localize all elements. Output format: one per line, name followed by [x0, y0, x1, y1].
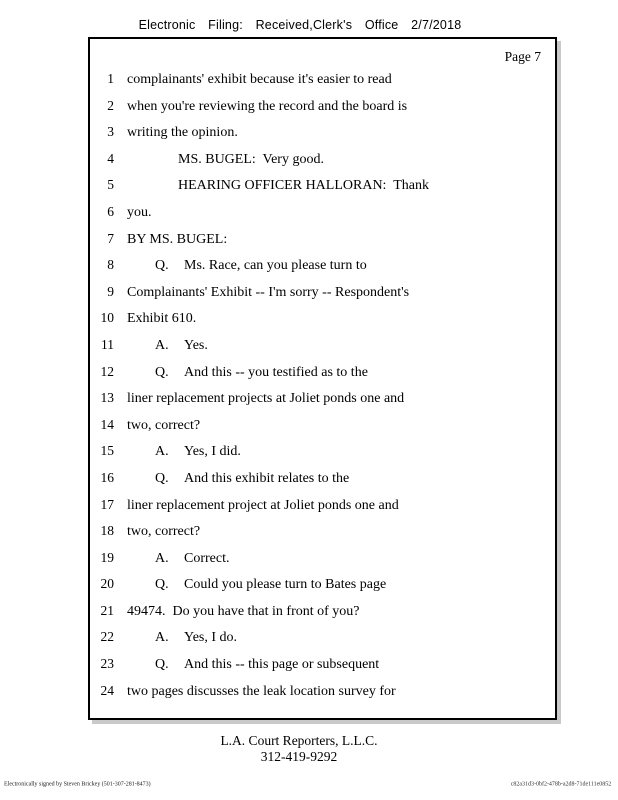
- qa-prefix: Q.: [155, 470, 169, 486]
- qa-prefix: Q.: [155, 258, 169, 274]
- line-number: 3: [107, 124, 114, 140]
- line-number: 2: [107, 97, 114, 113]
- transcript-line: [90, 571, 555, 598]
- line-number: 14: [100, 416, 114, 432]
- line-text: BY MS. BUGEL:: [127, 231, 228, 247]
- qa-prefix: Q.: [155, 364, 169, 380]
- reporter-phone-number: 312-419-9292: [260, 748, 338, 764]
- line-number: 23: [100, 656, 114, 672]
- transcript-line: [90, 146, 555, 173]
- line-text: Exhibit 610.: [127, 311, 197, 327]
- qa-prefix: A.: [155, 550, 169, 566]
- line-number: 18: [100, 523, 114, 539]
- transcript-line: [90, 119, 555, 146]
- line-number: 17: [100, 496, 114, 512]
- line-text: A. Correct.: [127, 551, 229, 566]
- line-number: 9: [107, 283, 114, 299]
- transcript-page-box: [88, 37, 557, 720]
- line-text: Q. Ms. Race, can you please turn to: [127, 258, 367, 273]
- electronic-signature-note: Electronically signed by Steven Brickey (501-307-281-8473): [4, 781, 151, 788]
- transcript-line: [90, 385, 555, 412]
- transcript-line: [90, 226, 555, 253]
- line-number: 4: [107, 150, 114, 166]
- transcript-line: [90, 305, 555, 332]
- transcript-lines: [90, 66, 555, 704]
- line-number: 12: [100, 363, 114, 379]
- qa-prefix: A.: [155, 337, 169, 353]
- line-text: 49474. Do you have that in front of you?: [127, 603, 360, 619]
- qa-prefix: A.: [155, 630, 169, 646]
- transcript-line: [90, 438, 555, 465]
- line-text: Q. And this exhibit relates to the: [127, 471, 349, 486]
- transcript-line: [90, 279, 555, 306]
- transcript-line: [90, 332, 555, 359]
- line-number: 15: [100, 443, 114, 459]
- line-text: A. Yes, I did.: [127, 444, 241, 459]
- qa-prefix: A.: [155, 444, 169, 460]
- line-text: liner replacement projects at Joliet ponds one and: [127, 391, 405, 407]
- transcript-line: [90, 172, 555, 199]
- transcript-line: [90, 359, 555, 386]
- line-text: two, correct?: [127, 524, 201, 540]
- reporter-company-name: L.A. Court Reporters, L.L.C.: [220, 733, 378, 748]
- line-text: you.: [127, 204, 152, 220]
- line-number: 7: [107, 230, 114, 246]
- line-number: 6: [107, 203, 114, 219]
- line-text: A. Yes.: [127, 338, 208, 353]
- transcript-line: [90, 678, 555, 705]
- transcript-line: [90, 598, 555, 625]
- line-text: Q. Could you please turn to Bates page: [127, 577, 386, 592]
- transcript-line: [90, 252, 555, 279]
- line-number: 22: [100, 629, 114, 645]
- qa-prefix: Q.: [155, 577, 169, 593]
- line-number: 21: [100, 602, 114, 618]
- electronic-filing-stamp: Electronic Filing: Received,Clerk's Office 2/7/2018: [138, 18, 462, 32]
- line-text: A. Yes, I do.: [127, 630, 237, 645]
- line-number: 5: [107, 177, 114, 193]
- line-text: writing the opinion.: [127, 125, 238, 141]
- line-text: two, correct?: [127, 417, 201, 433]
- line-text: MS. BUGEL: Very good.: [178, 151, 324, 167]
- line-text: liner replacement project at Joliet ponds one and: [127, 497, 399, 513]
- line-text: Q. And this -- you testified as to the: [127, 365, 368, 380]
- line-number: 16: [100, 469, 114, 485]
- transcript-line: [90, 66, 555, 93]
- page-number-label: Page 7: [504, 49, 541, 64]
- line-number: 19: [100, 549, 114, 565]
- transcript-line: [90, 624, 555, 651]
- line-number: 1: [107, 71, 114, 86]
- line-number: 11: [101, 336, 114, 352]
- line-text: Complainants' Exhibit -- I'm sorry -- Respondent's: [127, 284, 410, 300]
- line-number: 24: [100, 682, 114, 698]
- line-number: 10: [100, 310, 114, 326]
- transcript-line: [90, 545, 555, 572]
- line-text: two pages discusses the leak location survey for: [127, 683, 396, 699]
- line-text: complainants' exhibit because it's easier to read: [127, 72, 392, 87]
- transcript-line: [90, 465, 555, 492]
- transcript-line: [90, 93, 555, 120]
- qa-prefix: Q.: [155, 657, 169, 673]
- line-text: when you're reviewing the record and the board is: [127, 98, 408, 114]
- transcript-line: [90, 412, 555, 439]
- transcript-line: [90, 518, 555, 545]
- line-number: 13: [100, 390, 114, 406]
- transcript-line: [90, 492, 555, 519]
- transcript-line: [90, 651, 555, 678]
- line-text: HEARING OFFICER HALLORAN: Thank: [178, 178, 429, 194]
- document-id-code: c82a31d3-0bf2-478b-a2d8-71de111e0852: [510, 781, 611, 788]
- reporter-footer: [0, 733, 608, 764]
- transcript-line: [90, 199, 555, 226]
- line-text: Q. And this -- this page or subsequent: [127, 657, 379, 672]
- line-number: 20: [100, 576, 114, 592]
- line-number: 8: [107, 257, 114, 273]
